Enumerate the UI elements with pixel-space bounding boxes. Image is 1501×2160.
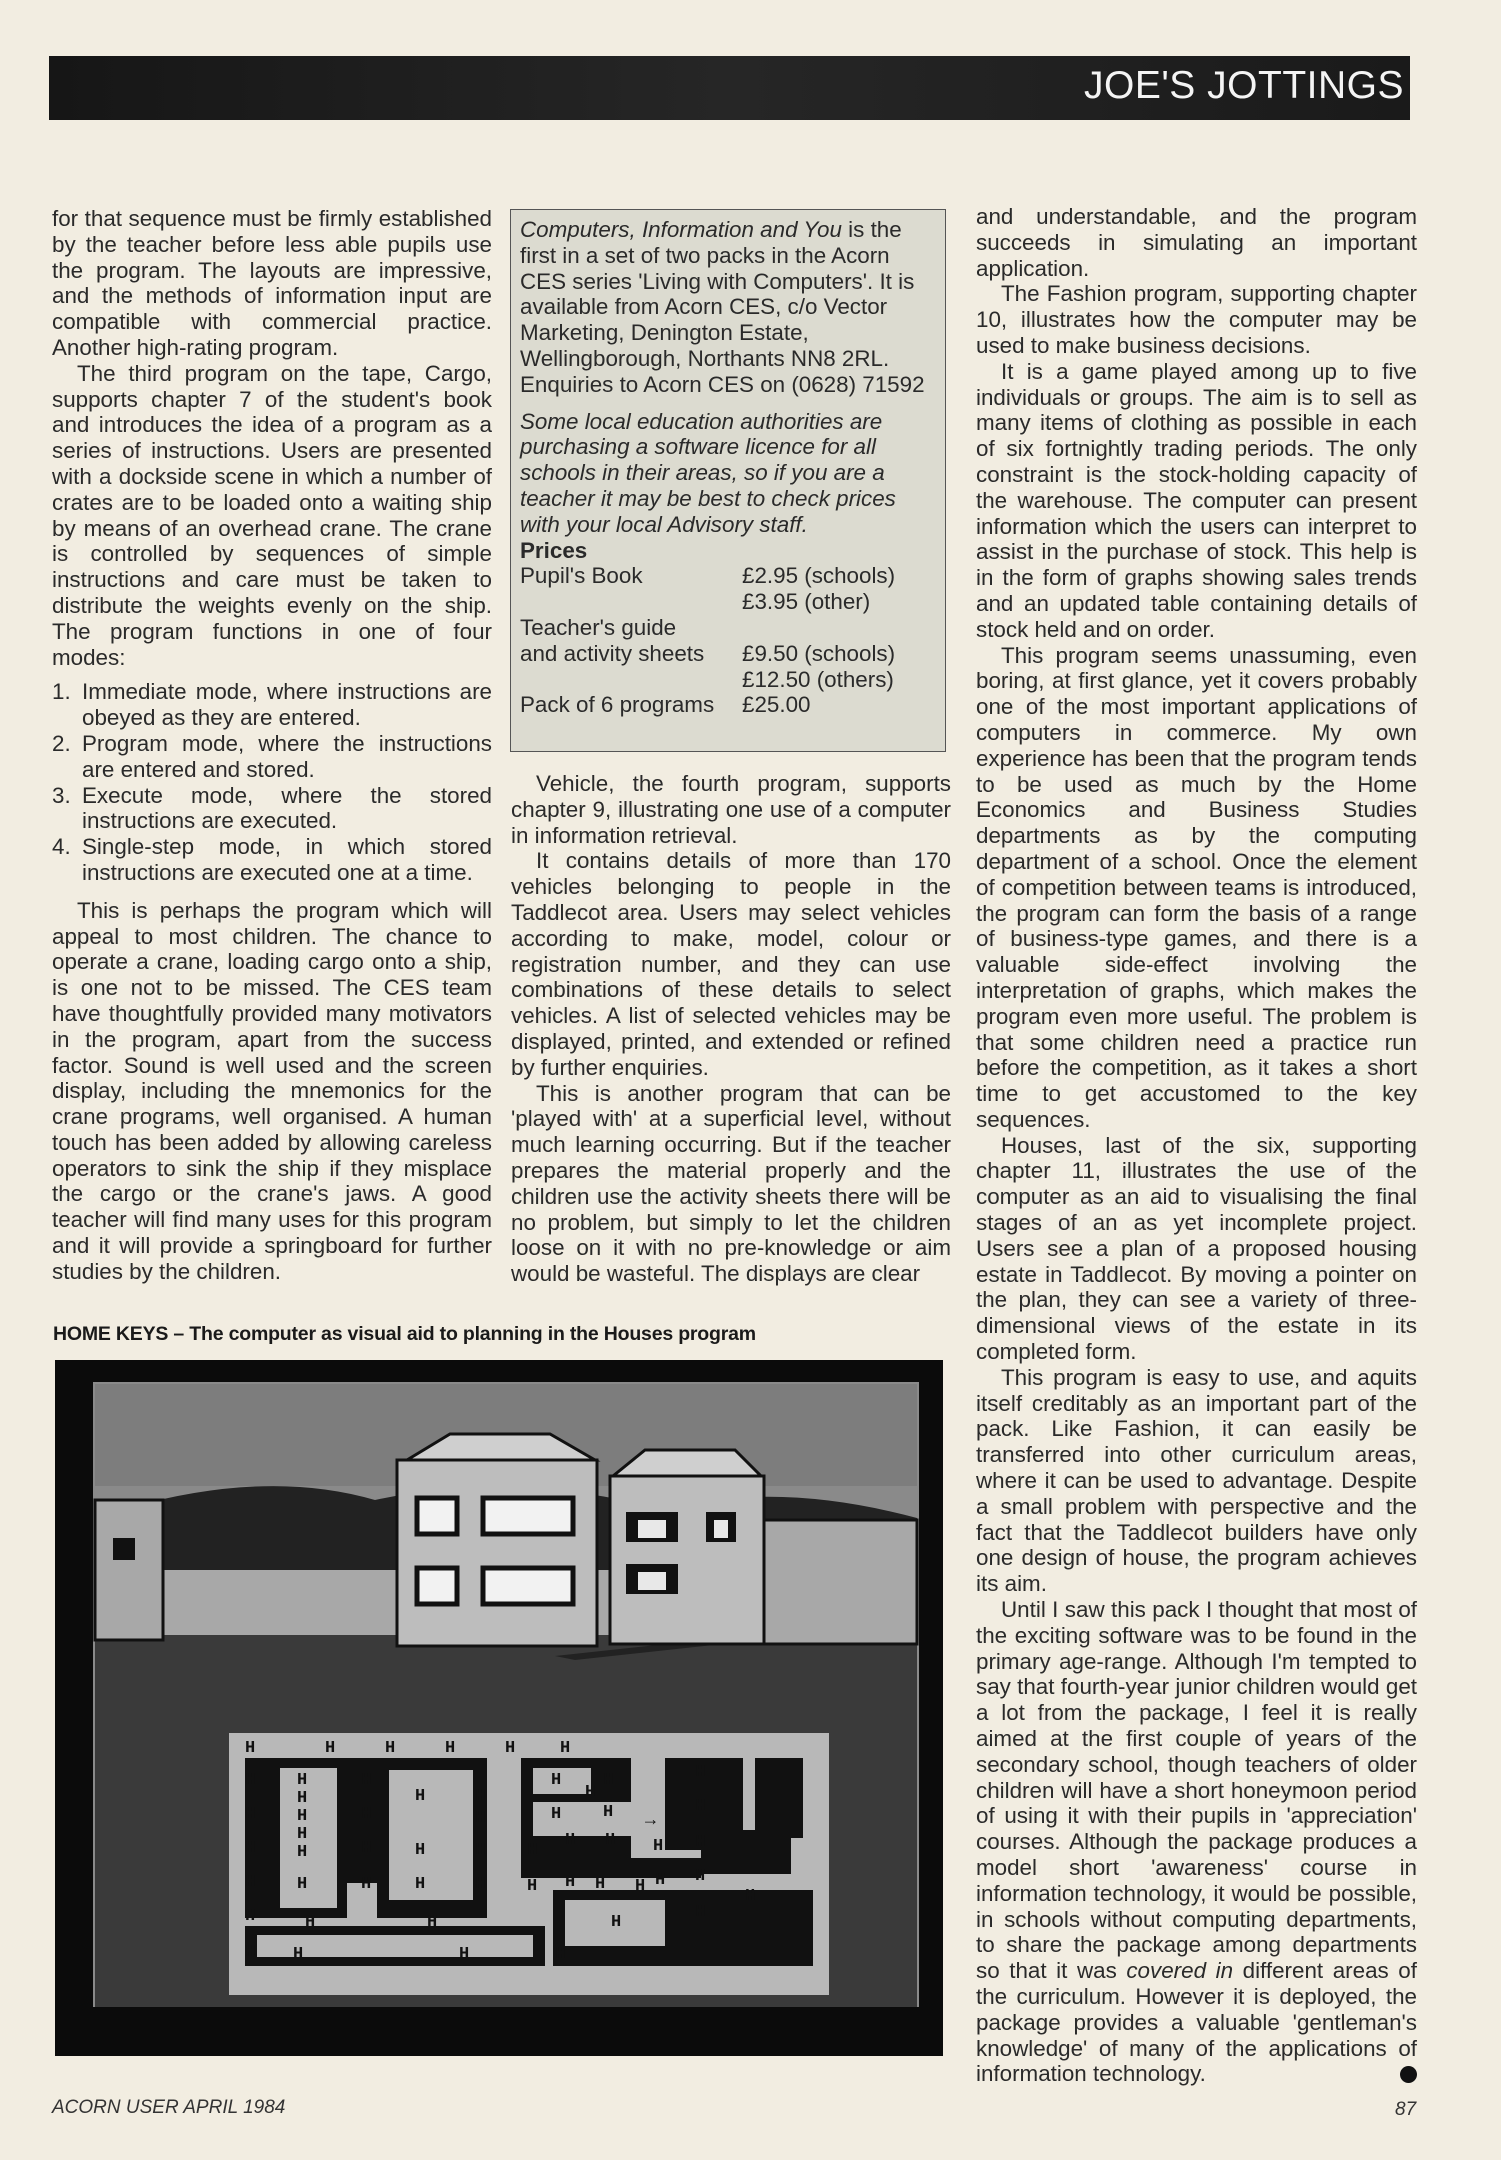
paragraph: It contains details of more than 170 vehicles belonging to people in the Taddlecot area. Users may select vehicles according to make, model, colour or registration number, and they can use combinations of these details to select vehicles. A list of selected vehicles may be displayed, printed, and extended or refined by further enquiries.	[511, 848, 951, 1080]
plan-house-marker: H	[297, 1789, 308, 1808]
plan-house-marker: H	[565, 1873, 576, 1892]
house-left	[95, 1500, 163, 1640]
prices-heading: Prices	[520, 537, 588, 563]
sidebar-intro: Computers, Information and You is the first in a set of two packs in the Acorn CES series 'Living with Computers'. It is available from Acorn CES, c/o Vector Marketing, Denington Estate, Wellingborough, Northants NN8 2RL.	[520, 217, 915, 371]
plan-house-marker: H	[551, 1805, 562, 1824]
plan-block	[755, 1758, 803, 1838]
house-window	[417, 1498, 457, 1534]
table-row: Teacher's guide	[520, 614, 677, 640]
plan-house-marker: H	[297, 1807, 308, 1826]
plan-house-marker: H	[695, 1867, 706, 1886]
article-column-1	[52, 206, 492, 1285]
plan-house-marker: H	[245, 1771, 256, 1790]
sidebar-note: Some local education authorities are purchasing a software licence for all schools in their areas, so if you are a teacher it may be best to check prices with your local Advisory staff.	[520, 408, 896, 537]
section-header-bar	[49, 56, 1410, 120]
plan-house-marker: H	[415, 1787, 426, 1806]
houses-screen-svg	[55, 1360, 943, 2056]
plan-house-marker: H	[603, 1771, 614, 1790]
table-row: £3.95 (other)	[742, 589, 871, 615]
plan-house-marker: H	[611, 1913, 622, 1932]
paragraph: Vehicle, the fourth program, supports chapter 9, illustrating one use of a computer in information retrieval.	[511, 771, 951, 848]
house-right	[610, 1476, 764, 1644]
plan-house-marker: H	[605, 1831, 616, 1850]
article-column-3	[976, 204, 1417, 2087]
plan-house-marker: H	[555, 1945, 566, 1964]
paragraph: The third program on the tape, Cargo, supports chapter 7 of the student's book and introduces the idea of a program as a series of instructions. Users are presented with a dockside scene in which a number of crates are to be loaded onto a waiting ship by means of an overhead crane. The crane is controlled by sequences of simple instructions and care must be taken to distribute the weights evenly on the ship. The program functions in one of four modes:	[52, 360, 492, 670]
plan-house-marker: H	[415, 1841, 426, 1860]
footer-magazine: ACORN USER APRIL 1984	[52, 2097, 286, 2118]
plan-house-marker: H	[245, 1943, 256, 1962]
house-window	[417, 1568, 457, 1604]
plan-house-marker: H	[293, 1945, 304, 1964]
plan-house-marker: H	[297, 1825, 308, 1844]
article-column-2	[511, 771, 951, 1287]
plan-house-marker: H	[475, 1875, 486, 1894]
list-item: 4. Single-step mode, in which stored instructions are executed one at a time.	[52, 834, 492, 885]
plan-house-marker: H	[745, 1887, 756, 1906]
plan-house-marker: H	[245, 1839, 256, 1858]
house-window-light	[638, 1520, 666, 1538]
plan-house-marker: H	[475, 1809, 486, 1828]
table-row: £12.50 (others)	[742, 666, 894, 692]
paragraph: This program is easy to use, and aquits itself creditably as an important part of the pack. Like Fashion, it can easily be transferred into other curriculum areas, where it can be used to advantage. Despite a small problem with perspective and the fact that the Taddlecot builders have only one design of house, the program achieves its aim.	[976, 1364, 1417, 1597]
prices-table	[520, 563, 895, 718]
plan-house-marker: H	[505, 1739, 516, 1758]
house-window	[113, 1538, 135, 1560]
plan-house-marker: H	[361, 1805, 372, 1824]
house-window	[483, 1568, 573, 1604]
house-far-right	[764, 1520, 917, 1644]
plan-house-marker: H	[595, 1875, 606, 1894]
plan-house-marker: H	[361, 1771, 372, 1790]
plan-house-marker: H	[245, 1805, 256, 1824]
house-window	[483, 1498, 573, 1534]
house-window-light	[714, 1520, 728, 1538]
plan-house-marker: H	[361, 1875, 372, 1894]
list-item: 3. Execute mode, where the stored instructions are executed.	[52, 782, 492, 834]
plan-house-marker: H	[653, 1837, 664, 1856]
plan-house-marker: H	[565, 1831, 576, 1850]
plan-house-marker: H	[695, 1903, 706, 1922]
plan-house-marker: H	[427, 1913, 438, 1932]
list-item: 1. Immediate mode, where instructions are obeyed as they are entered.	[52, 679, 492, 731]
plan-house-marker: H	[415, 1875, 426, 1894]
plan-house-marker: H	[585, 1783, 596, 1802]
plan-house-marker: H	[475, 1787, 486, 1806]
plan-house-marker: H	[245, 1739, 256, 1758]
paragraph: This is another program that can be 'played with' at a superficial level, without much learning occurring. But if the teacher prepares the material properly and the children use the activity sheets there will be no problem, but simply to let the children loose on it with no pre-knowledge or aim would be wasteful. The displays are clear	[511, 1080, 951, 1287]
plan-house-marker: H	[551, 1771, 562, 1790]
plan-house-marker: H	[695, 1797, 706, 1816]
plan-plot	[533, 1768, 591, 1794]
table-row: and activity sheets £9.50 (schools)	[520, 640, 896, 666]
plan-house-marker: H	[297, 1843, 308, 1862]
houses-program-screenshot	[55, 1360, 943, 2056]
plan-house-marker: H	[245, 1873, 256, 1892]
plan-plot	[389, 1770, 473, 1900]
section-title: JOE'S JOTTINGS	[1084, 64, 1404, 107]
plan-pointer-arrow: →	[645, 1811, 656, 1831]
paragraph: Until I saw this pack I thought that most of the exciting software was to be found in the primary age-range. Although I'm tempted to say that fourth-year junior children would get a lot from the package, I feel it is really aimed at the first couple of years of the secondary school, though teachers of older children will have a short honeymoon period of using it with their pupils in 'appreciation' courses. Although the package produces a model short 'awareness' course in information technology, it would be possible, in schools without computing departments, to share the package among departments so that it was covered in different areas of the curriculum. However it is deployed, the package provides a valuable 'gentleman's knowledge' of many of the applications of information technology.	[976, 1597, 1417, 2087]
plan-house-marker: H	[635, 1877, 646, 1896]
house-window-light	[638, 1572, 666, 1590]
paragraph: and understandable, and the program succeeds in simulating an important application.	[976, 204, 1417, 281]
table-row: Pupil's Book £2.95 (schools)	[520, 563, 896, 589]
table-row: Pack of 6 programs £25.00	[520, 692, 811, 718]
plan-house-marker: H	[361, 1839, 372, 1858]
plan-house-marker: H	[695, 1833, 706, 1852]
page-number: 87	[1395, 2099, 1417, 2120]
plan-house-marker: H	[655, 1871, 666, 1890]
estate-plan-map	[229, 1733, 829, 1995]
paragraph: This is perhaps the program which will appeal to most children. The chance to operate a crane, loading cargo onto a ship, is one not to be missed. The CES team have thoughtfully provided many motivators in the program, apart from the success factor. Sound is well used and the screen display, including the mnemonics for the crane programs, well organised. A human touch has been added by allowing careless operators to sink the ship if they misplace the cargo or the crane's jaws. A good teacher will find many uses for this program and it will provide a springboard for further studies by the children.	[52, 897, 492, 1284]
plan-house-marker: H	[459, 1945, 470, 1964]
modes-list	[52, 679, 492, 885]
plan-house-marker: H	[695, 1763, 706, 1782]
plan-house-marker: H	[297, 1771, 308, 1790]
paragraph: for that sequence must be firmly established by the teacher before less able pupils use the program. The layouts are impressive, and the methods of information input are compatible with commercial practice. Another high-rating program.	[52, 206, 492, 360]
plan-house-marker: H	[297, 1875, 308, 1894]
figure-caption: HOME KEYS – The computer as visual aid to planning in the Houses program	[53, 1323, 756, 1345]
plan-house-marker: H	[245, 1907, 256, 1926]
plan-plot	[280, 1768, 337, 1908]
plan-house-marker: H	[305, 1913, 316, 1932]
plan-house-marker: H	[527, 1877, 538, 1896]
paragraph: Houses, last of the six, supporting chapter 11, illustrates the use of the computer as an aid to visualising the final stages of an as yet incomplete project. Users see a plan of a proposed housing estate in Taddlecot. By moving a pointer on the plan, they can see a variety of three-dimensional views of the estate in its completed form.	[976, 1132, 1417, 1365]
plan-house-marker: H	[475, 1841, 486, 1860]
paragraph: This program seems unassuming, even boring, at first glance, yet it covers probably one of the most important applications of computers in commerce. My own experience has been that the program tends to be used as much by the Home Economics and Business Studies departments as by the computing department of a school. Once the element of competition between teams is introduced, the program can form the basis of a range of business-type games, and there is a valuable side-effect involving the interpretation of graphs, which makes the program even more useful. The problem is that some children need a practice run before the competition, as it takes a short time to get accustomed to the key sequences.	[976, 642, 1417, 1132]
plan-house-marker: H	[325, 1739, 336, 1758]
house-center	[397, 1460, 597, 1646]
plan-house-marker: H	[385, 1739, 396, 1758]
info-sidebar-box	[510, 209, 946, 752]
plan-house-marker: H	[527, 1841, 538, 1860]
paragraph: The Fashion program, supporting chapter 10, illustrates how the computer may be used to make business decisions.	[976, 281, 1417, 358]
end-of-article-bullet	[1400, 2066, 1417, 2083]
list-item: 2. Program mode, where the instructions are entered and stored.	[52, 730, 492, 782]
plan-house-marker: H	[445, 1739, 456, 1758]
plan-house-marker: H	[560, 1739, 571, 1758]
plan-house-marker: H	[603, 1803, 614, 1822]
plan-block	[521, 1858, 701, 1878]
paragraph: It is a game played among up to five individuals or groups. The aim is to sell as many items of clothing as possible in each of six fortnightly trading periods. The only constraint is the stock-holding capacity of the warehouse. The computer can present information which the users can interpret to assist in the purchase of stock. This help is in the form of graphs showing sales trends and an updated table containing details of stock held and on order.	[976, 358, 1417, 642]
sidebar-enquiries: Enquiries to Acorn CES on (0628) 71592	[520, 371, 925, 397]
